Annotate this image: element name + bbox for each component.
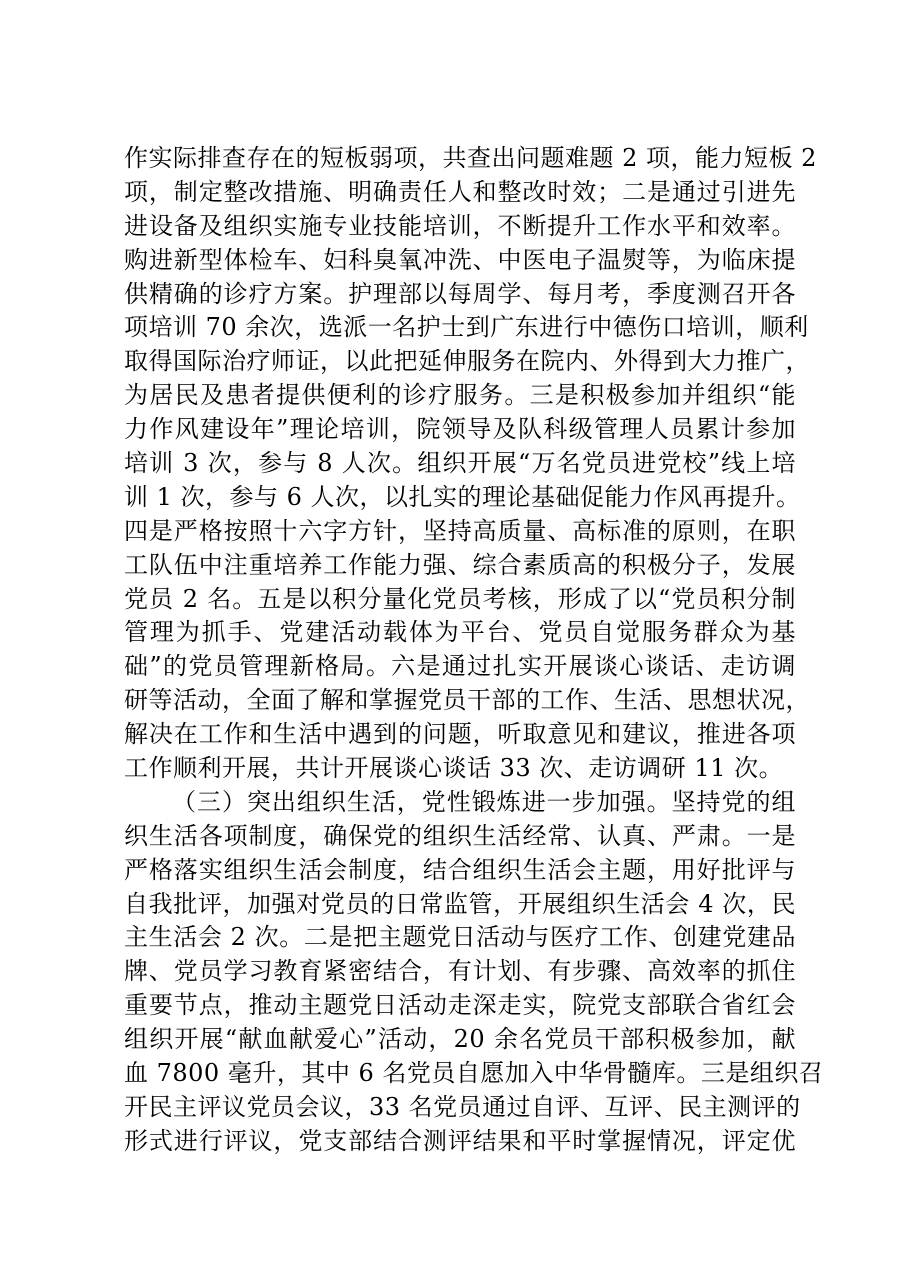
text-line: 作实际排查存在的短板弱项，共查出问题难题 2 项，能力短板 2: [124, 144, 817, 172]
text-line: 党员 2 名。五是以积分量化党员考核，形成了以“党员积分制: [124, 584, 796, 613]
text-line: 力作风建设年”理论培训，院领导及队科级管理人员累计参加: [124, 415, 796, 444]
text-line: 取得国际治疗师证，以此把延伸服务在院内、外得到大力推广，: [124, 347, 810, 376]
text-line: 主生活会 2 次。二是把主题党日活动与医疗工作、创建党建品: [124, 923, 796, 952]
text-line: 购进新型体检车、妇科臭氧冲洗、中医电子温熨等，为临床提: [124, 245, 796, 274]
text-line: 为居民及患者提供便利的诊疗服务。三是积极参加并组织“能: [124, 381, 796, 410]
body-text: [124, 142, 824, 1159]
section-heading-line: （三）突出组织生活，党性锻炼进一步加强。坚持党的组: [172, 787, 796, 816]
text-line: 项，制定整改措施、明确责任人和整改时效；二是通过引进先: [124, 177, 796, 206]
text-line: 进设备及组织实施专业技能培训，不断提升工作水平和效率。: [124, 211, 796, 240]
text-line: 供精确的诊疗方案。护理部以每周学、每月考，季度测召开各: [124, 279, 796, 308]
text-line: 开民主评议党员会议，33 名党员通过自评、互评、民主测评的: [124, 1092, 801, 1121]
text-line: 织生活各项制度，确保党的组织生活经常、认真、严肃。一是: [124, 821, 796, 850]
text-line: 础”的党员管理新格局。六是通过扎实开展谈心谈话、走访调: [124, 652, 796, 681]
text-line: 牌、党员学习教育紧密结合，有计划、有步骤、高效率的抓住: [124, 957, 796, 986]
text-line: 组织开展“献血献爱心”活动，20 余名党员干部积极参加，献: [124, 1025, 796, 1054]
text-line: 形式进行评议，党支部结合测评结果和平时掌握情况，评定优: [124, 1126, 796, 1155]
text-line: 训 1 次，参与 6 人次，以扎实的理论基础促能力作风再提升。: [124, 482, 801, 511]
text-line: 研等活动，全面了解和掌握党员干部的工作、生活、思想状况，: [124, 686, 810, 715]
text-line: 自我批评，加强对党员的日常监管，开展组织生活会 4 次，民: [124, 889, 796, 918]
text-line: 四是严格按照十六字方针，坚持高质量、高标准的原则，在职: [124, 516, 796, 545]
text-line: 培训 3 次，参与 8 人次。组织开展“万名党员进党校”线上培: [124, 449, 796, 478]
text-line: 严格落实组织生活会制度，结合组织生活会主题，用好批评与: [124, 855, 796, 884]
text-line: 重要节点，推动主题党日活动走深走实，院党支部联合省红会: [124, 991, 796, 1020]
text-line: 工队伍中注重培养工作能力强、综合素质高的积极分子，发展: [124, 550, 796, 579]
text-line: 管理为抓手、党建活动载体为平台、党员自觉服务群众为基: [124, 618, 796, 647]
text-line: 项培训 70 余次，选派一名护士到广东进行中德伤口培训，顺利: [124, 313, 809, 342]
text-line: 血 7800 毫升，其中 6 名党员自愿加入中华骨髓库。三是组织召: [124, 1059, 824, 1088]
text-line: 工作顺利开展，共计开展谈心谈话 33 次、走访调研 11 次。: [124, 754, 784, 783]
text-line: 解决在工作和生活中遇到的问题，听取意见和建议，推进各项: [124, 720, 796, 749]
